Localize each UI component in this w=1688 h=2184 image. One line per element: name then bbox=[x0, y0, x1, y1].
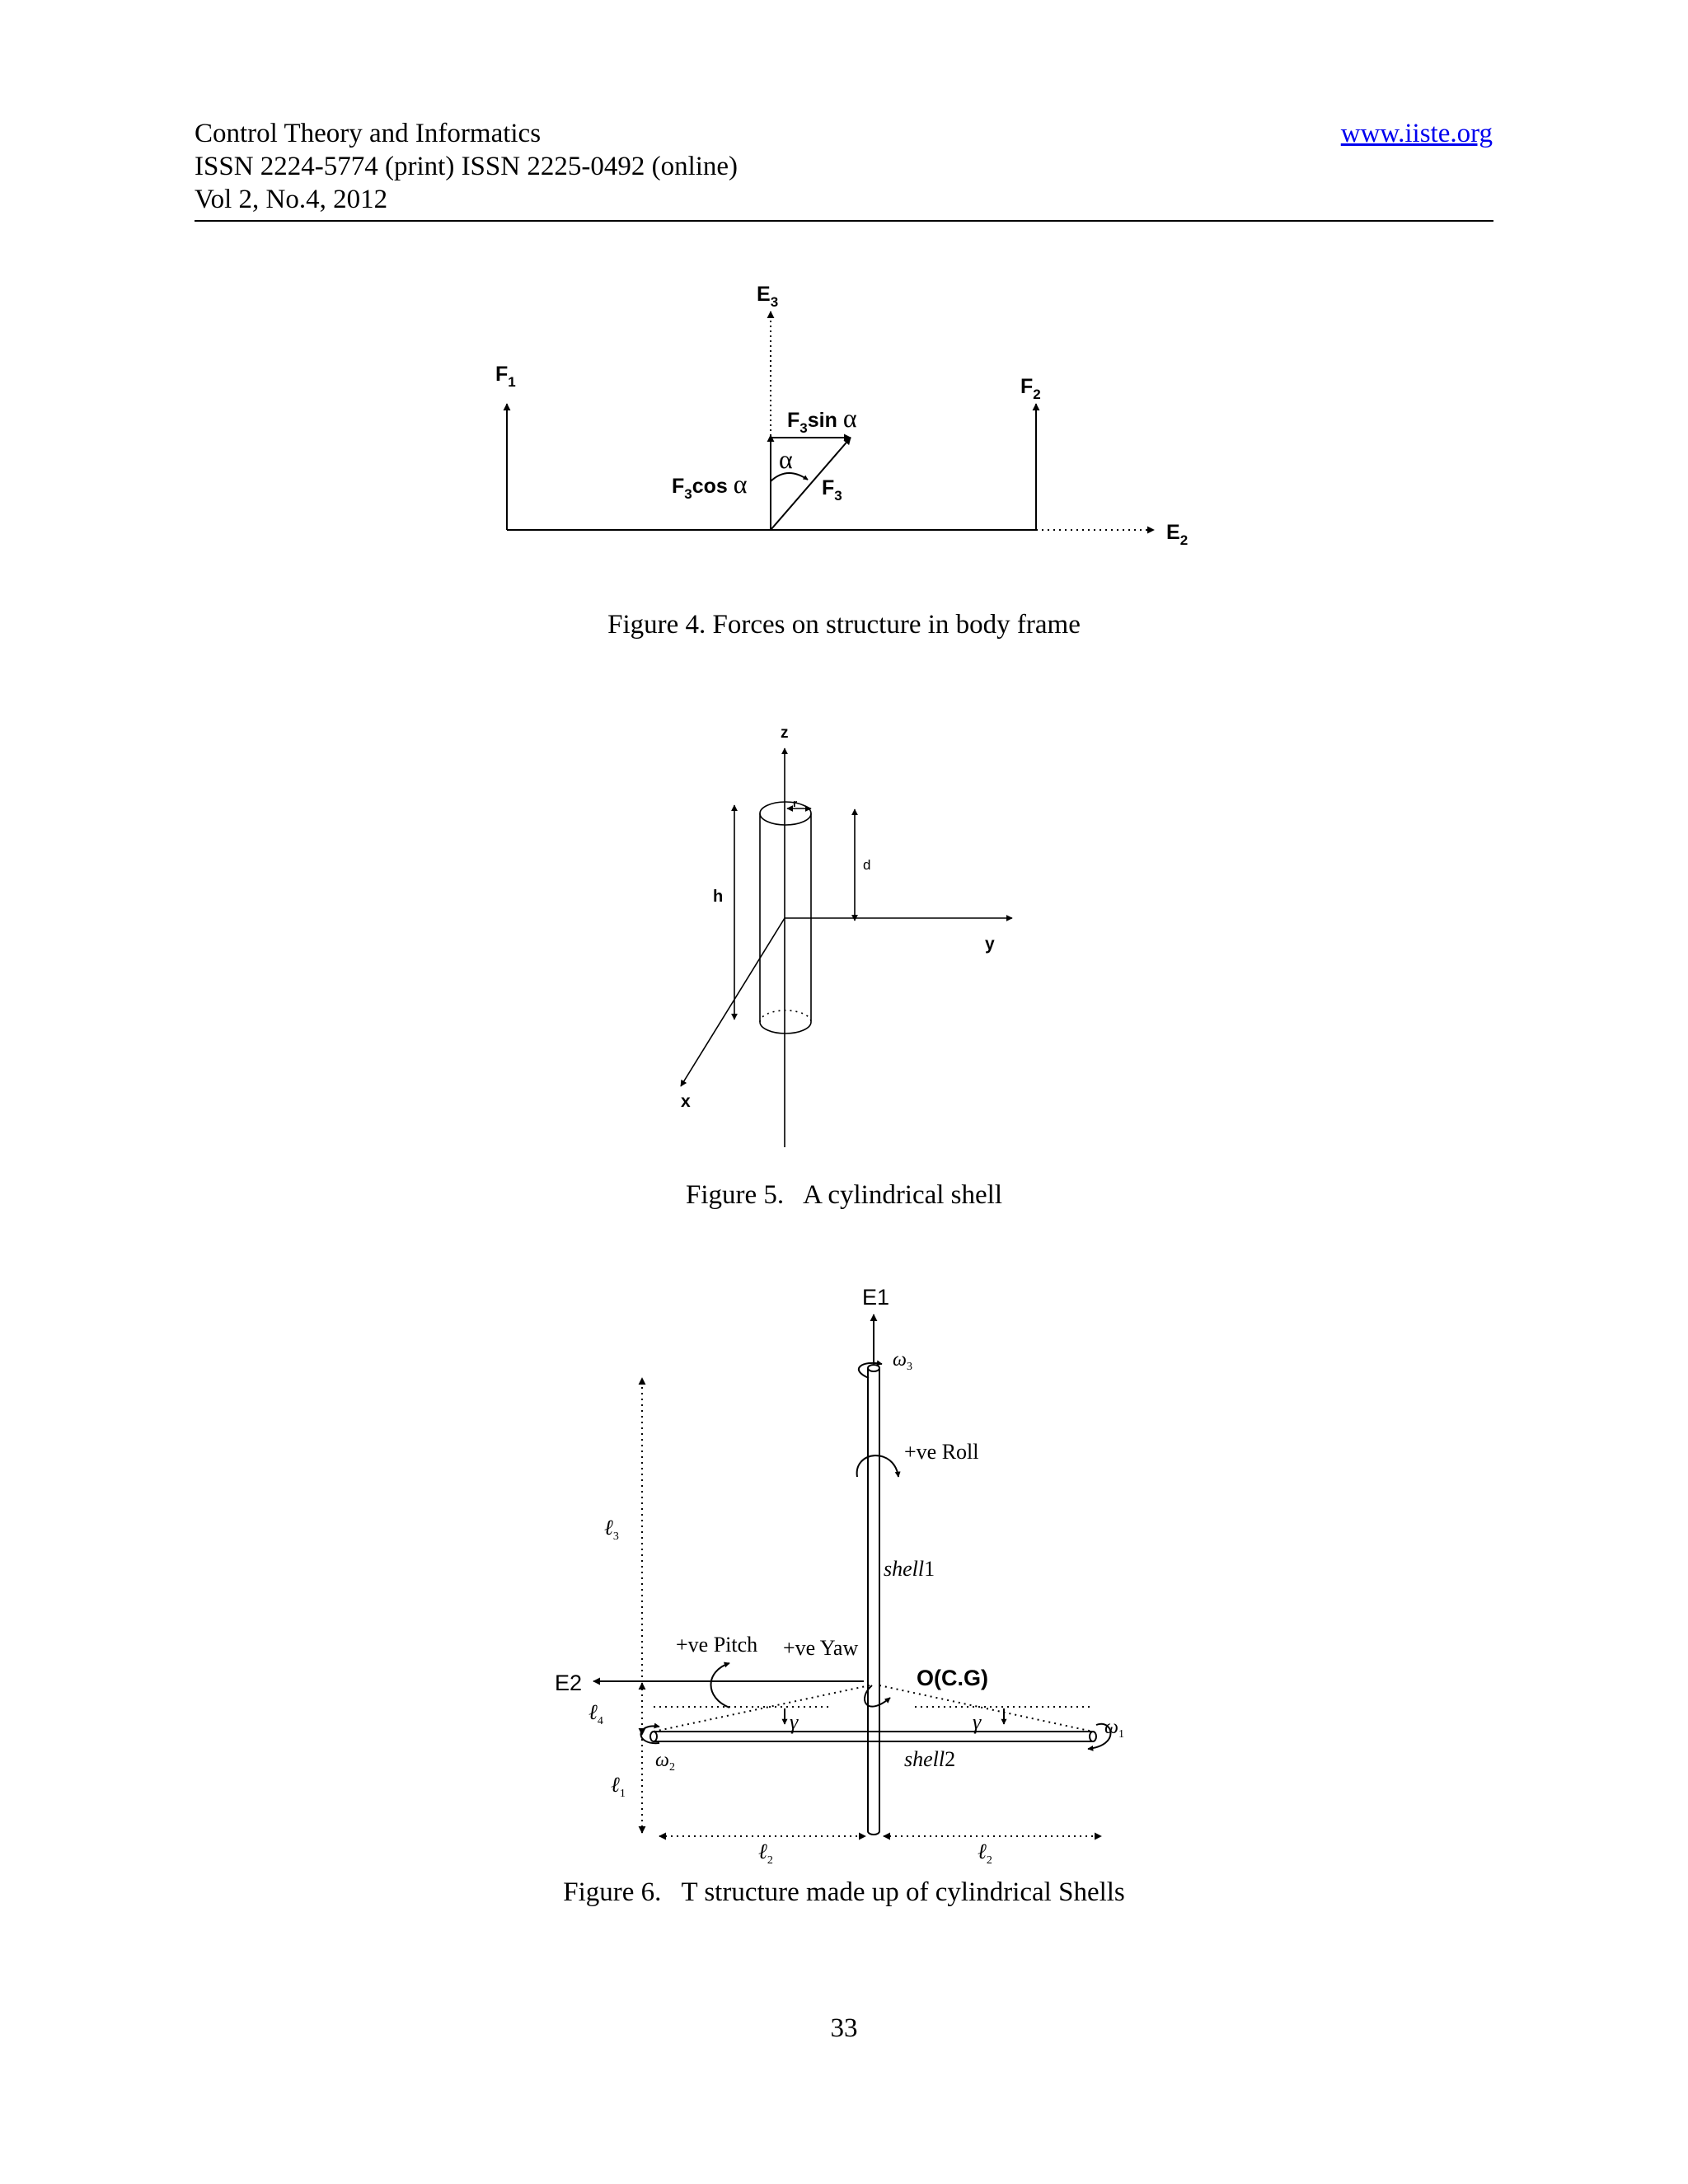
figure-5-caption: Figure 5. A cylindrical shell bbox=[685, 1180, 1003, 1210]
alpha-label: α bbox=[779, 444, 793, 474]
shell1-bottom bbox=[868, 1831, 879, 1835]
yaw-label: +ve Yaw bbox=[783, 1636, 859, 1660]
gamma-right-label: γ bbox=[973, 1710, 982, 1734]
f3cos-label: $F_3\cos$ α bbox=[672, 469, 748, 502]
cylinder-bottom-hidden bbox=[760, 1010, 811, 1022]
omega3-label: $\omega_3$ bbox=[893, 1349, 912, 1373]
shell1-top bbox=[868, 1365, 879, 1371]
l2-right-label: ℓ$_2$ bbox=[978, 1840, 992, 1867]
page-number: 33 bbox=[830, 2013, 858, 2043]
r-label: r bbox=[793, 797, 798, 809]
figure-5 bbox=[0, 709, 1688, 1154]
cylinder-bottom bbox=[760, 1022, 811, 1033]
volume-line: Vol 2, No.4, 2012 bbox=[195, 185, 388, 214]
shell1-label: shell1 bbox=[884, 1557, 935, 1581]
figure-6 bbox=[0, 1273, 1688, 1875]
dotted-right bbox=[879, 1685, 1093, 1732]
e2-label: $E_2$ bbox=[1166, 521, 1189, 548]
header-rule bbox=[195, 220, 1493, 222]
x-axis bbox=[681, 918, 785, 1086]
x-label: x bbox=[681, 1092, 691, 1111]
website-link[interactable]: www.iiste.org bbox=[1340, 119, 1493, 148]
y-label: y bbox=[985, 935, 995, 954]
cylinder-top bbox=[760, 802, 811, 825]
issn-line: ISSN 2224-5774 (print) ISSN 2225-0492 (online) bbox=[195, 152, 738, 181]
dotted-left bbox=[654, 1685, 870, 1732]
l1-label: ℓ$_1$ bbox=[611, 1773, 626, 1800]
roll-label: +ve Roll bbox=[904, 1440, 979, 1464]
l3-label: ℓ$_3$ bbox=[604, 1516, 619, 1543]
omega2-label: $\omega_2$ bbox=[655, 1750, 675, 1774]
figure-6-caption: Figure 6. T structure made up of cylindrical Shells bbox=[563, 1877, 1125, 1907]
journal-title: Control Theory and Informatics bbox=[195, 119, 542, 148]
shell2-left-end bbox=[650, 1732, 657, 1741]
l2-left-label: ℓ$_2$ bbox=[758, 1840, 773, 1867]
alpha-arc bbox=[771, 473, 808, 481]
origin-label: O(C.G) bbox=[917, 1666, 988, 1690]
omega1-label: $\omega_1$ bbox=[1104, 1717, 1124, 1741]
roll-arc bbox=[857, 1455, 898, 1477]
z-label: z bbox=[781, 724, 789, 742]
shell2-label: shell2 bbox=[904, 1747, 956, 1771]
gamma-left-label: γ bbox=[790, 1710, 799, 1734]
f3-label: $F_3$ bbox=[822, 476, 842, 504]
e2-label: E2 bbox=[555, 1671, 583, 1695]
e3-label: $E_3$ bbox=[757, 283, 779, 310]
e1-label: E1 bbox=[862, 1285, 890, 1310]
f1-label: $F_1$ bbox=[495, 363, 516, 390]
pitch-label: +ve Pitch bbox=[676, 1633, 758, 1657]
figure-4-caption: Figure 4. Forces on structure in body frame bbox=[607, 610, 1081, 640]
f2-label: $F_2$ bbox=[1020, 375, 1041, 402]
d-label: d bbox=[863, 857, 871, 873]
pitch-arc bbox=[711, 1663, 730, 1708]
h-label: h bbox=[713, 888, 724, 906]
f3sin-label: $F_3\sin$ α bbox=[787, 403, 857, 436]
shell2-right-end bbox=[1090, 1732, 1096, 1741]
figure-4 bbox=[0, 272, 1688, 569]
l4-label: ℓ$_4$ bbox=[588, 1700, 603, 1727]
